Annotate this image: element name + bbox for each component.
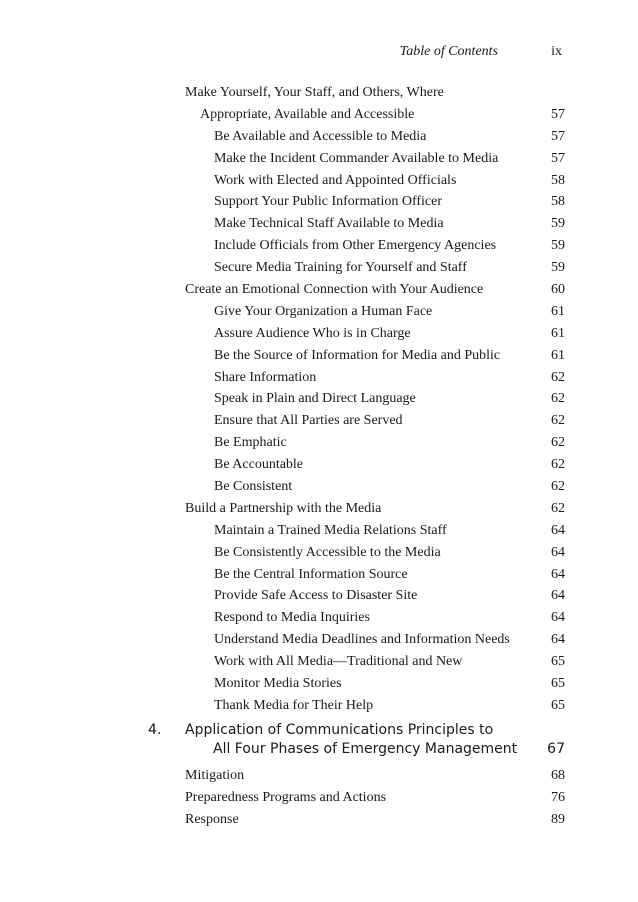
toc-entry-page: 61 [551, 347, 565, 363]
toc-entry [0, 323, 638, 345]
toc-entry-page: 64 [551, 544, 565, 560]
toc-entry-title: Be Consistently Accessible to the Media [214, 544, 441, 560]
toc-entry-title: Share Information [214, 369, 317, 385]
toc-entry-page: 60 [551, 282, 565, 298]
toc-entry-page: 62 [551, 457, 565, 473]
chapter-number: 4. [148, 721, 162, 738]
page-number: ix [551, 44, 562, 59]
chapter-title-line-2: All Four Phases of Emergency Management [213, 740, 518, 757]
toc-entry-page: 59 [551, 216, 565, 232]
toc-entry-page: 65 [551, 654, 565, 670]
toc-entry-page: 65 [551, 697, 565, 713]
toc-entry-title: Be the Central Information Source [214, 566, 408, 582]
toc-entry [0, 279, 638, 301]
toc-entry [0, 345, 638, 367]
toc-entry-title: Thank Media for Their Help [214, 697, 374, 713]
toc-entry [0, 607, 638, 629]
toc-entry [0, 257, 638, 279]
toc-entry-title: Be Consistent [214, 479, 293, 495]
toc-entry-title: Mitigation [185, 767, 245, 783]
toc-entry-page: 65 [551, 676, 565, 692]
running-head [0, 44, 638, 64]
toc-entry-title: Work with All Media—Traditional and New [214, 654, 463, 670]
toc-entry-title: Understand Media Deadlines and Information Needs [214, 632, 510, 648]
toc-entry-title: Preparedness Programs and Actions [185, 789, 387, 805]
toc-entry [0, 520, 638, 542]
toc-entry-page: 64 [551, 588, 565, 604]
toc-entry-title: Support Your Public Information Officer [214, 194, 442, 210]
toc-entry-page: 57 [551, 150, 565, 166]
toc-entry-title: Make Technical Staff Available to Media [214, 216, 444, 232]
toc-entry [0, 454, 638, 476]
toc-entry-page: 59 [551, 260, 565, 276]
running-head-title: Table of Contents [399, 44, 498, 59]
toc-entry-title: Respond to Media Inquiries [214, 610, 370, 626]
toc-entry [0, 651, 638, 673]
toc-entry-page: 62 [551, 479, 565, 495]
toc-entry [0, 410, 638, 432]
toc-entry [0, 148, 638, 170]
toc-entry-title: Monitor Media Stories [214, 676, 342, 692]
toc-entry [0, 235, 638, 257]
toc-entry-page: 59 [551, 238, 565, 254]
toc-entry-page: 62 [551, 413, 565, 429]
toc-entry [0, 498, 638, 520]
toc-entry-page: 64 [551, 566, 565, 582]
toc-entry-title: Be Available and Accessible to Media [214, 128, 427, 144]
toc-entry [0, 564, 638, 586]
toc-entry-title: Maintain a Trained Media Relations Staff [214, 522, 447, 538]
toc-entry [0, 191, 638, 213]
toc-entry-page: 61 [551, 325, 565, 341]
chapter-title-line-1: Application of Communications Principles to [185, 721, 494, 738]
toc-entry-page: 89 [551, 811, 565, 827]
toc-entry-page: 64 [551, 522, 565, 538]
toc-entry [0, 765, 638, 787]
toc-entry-title: Ensure that All Parties are Served [214, 413, 403, 429]
toc-entry-title: Response [185, 811, 239, 827]
chapter-heading-continued [0, 740, 638, 759]
toc-entry-title: Secure Media Training for Yourself and Staff [214, 260, 467, 276]
toc-entry [0, 673, 638, 695]
chapter-heading [0, 721, 638, 740]
toc-entry-page: 64 [551, 610, 565, 626]
toc-entry-title: Build a Partnership with the Media [185, 500, 382, 516]
toc-entry-page: 64 [551, 632, 565, 648]
toc-entry [0, 104, 638, 126]
toc-entry-page: 58 [551, 172, 565, 188]
toc-entry-page: 62 [551, 369, 565, 385]
toc-entry [0, 170, 638, 192]
toc-entry [0, 82, 638, 104]
toc-entry [0, 542, 638, 564]
toc-entry [0, 629, 638, 651]
toc-entry-title: Include Officials from Other Emergency Agencies [214, 238, 497, 254]
toc-entry [0, 367, 638, 389]
toc-entry-page: 62 [551, 391, 565, 407]
toc-entry-page: 62 [551, 435, 565, 451]
toc-entry [0, 301, 638, 323]
toc-entry [0, 787, 638, 809]
toc-entry [0, 809, 638, 831]
toc-entry-page: 61 [551, 303, 565, 319]
toc-entry-title: Be Accountable [214, 457, 304, 473]
toc-entry-title: Be the Source of Information for Media and Public [214, 347, 501, 363]
toc-entry [0, 126, 638, 148]
toc-entry-page: 58 [551, 194, 565, 210]
toc-entry-title: Create an Emotional Connection with Your Audience [185, 282, 484, 298]
toc-entry-title: Provide Safe Access to Disaster Site [214, 588, 418, 604]
chapter-page: 67 [547, 740, 565, 757]
toc-entry [0, 476, 638, 498]
toc-entry-page: 62 [551, 500, 565, 516]
toc-entry-title: Assure Audience Who is in Charge [214, 325, 411, 341]
toc-entry-title: Be Emphatic [214, 435, 287, 451]
toc-list [0, 82, 638, 831]
toc-entry-title: Appropriate, Available and Accessible [200, 106, 415, 122]
toc-entry-page: 68 [551, 767, 565, 783]
toc-entry-page: 76 [551, 789, 565, 805]
toc-entry-title: Work with Elected and Appointed Officials [214, 172, 457, 188]
toc-entry [0, 432, 638, 454]
toc-entry-title: Make Yourself, Your Staff, and Others, Where [185, 85, 444, 100]
toc-entry-title: Make the Incident Commander Available to Media [214, 150, 499, 166]
toc-entry [0, 213, 638, 235]
toc-entry-title: Give Your Organization a Human Face [214, 303, 433, 319]
toc-entry [0, 695, 638, 717]
toc-entry [0, 585, 638, 607]
toc-entry-title: Speak in Plain and Direct Language [214, 391, 416, 407]
toc-entry-page: 57 [551, 128, 565, 144]
toc-entry-page: 57 [551, 106, 565, 122]
toc-entry [0, 388, 638, 410]
